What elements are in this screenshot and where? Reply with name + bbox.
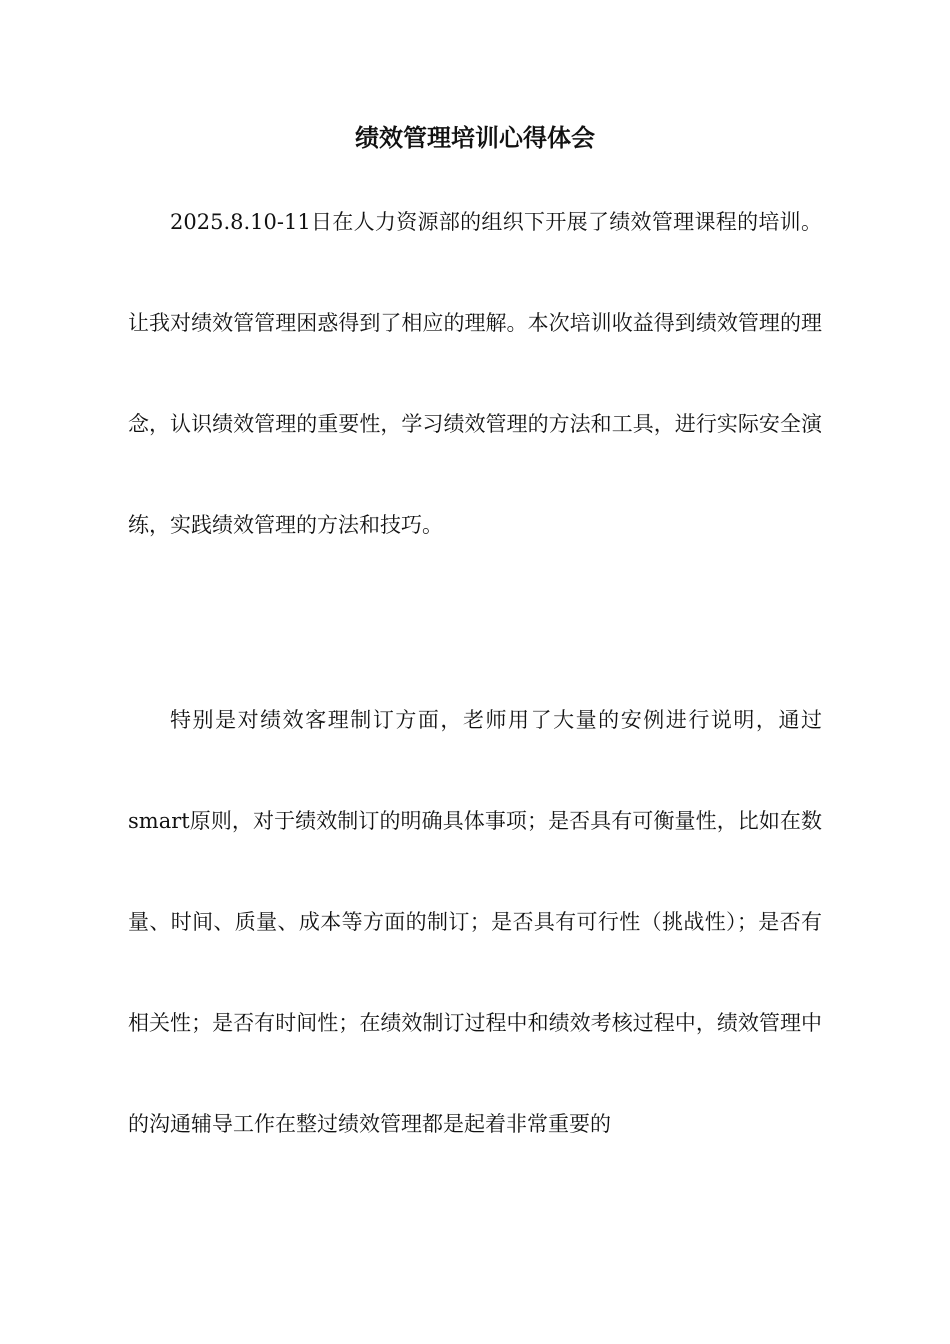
paragraph-2: 特别是对绩效客理制订方面，老师用了大量的安例进行说明，通过smart原则，对于绩效制订的明确具体事项；是否具有可衡量性，比如在数量、时间、质量、成本等方面的制订；是否具有可行性（挑战性）；是否有相关性；是否有时间性；在绩效制订过程中和绩效考核过程中，绩效管理中的沟通辅导工作在整过绩效管理都是起着非常重要的	[128, 708, 822, 1136]
paragraph-1: 2025.8.10-11日在人力资源部的组织下开展了绩效管理课程的培训。让我对绩效管管理困惑得到了相应的理解。本次培训收益得到绩效管理的理念，认识绩效管理的重要性，学习绩效管理的方法和工具，进行实际安全演练，实践绩效管理的方法和技巧。	[128, 210, 822, 537]
document-title: 绩效管理培训心得体会	[355, 124, 595, 152]
